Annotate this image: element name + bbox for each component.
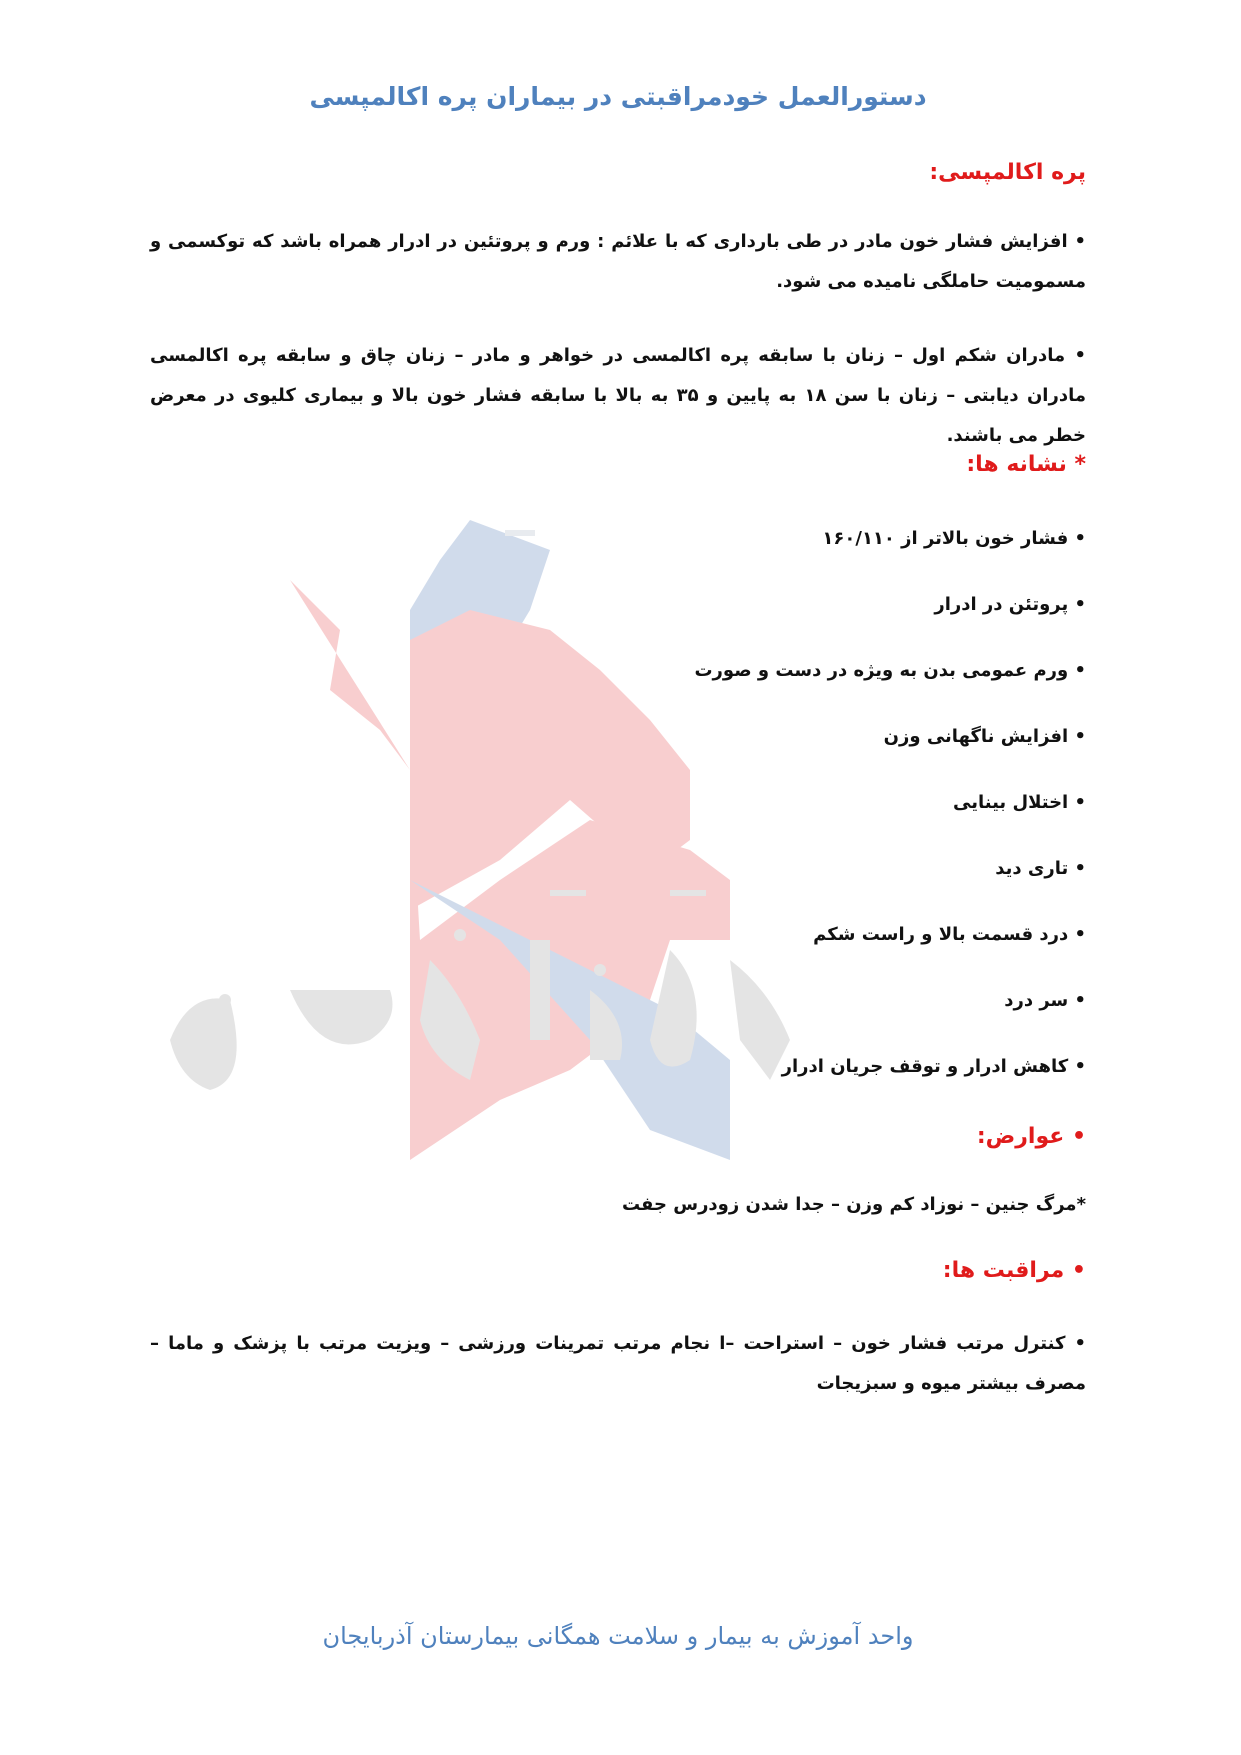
signs-heading: * نشانه ها: — [966, 452, 1086, 477]
sign-item: • فشار خون بالاتر از ۱۶۰/۱۱۰ — [822, 528, 1086, 549]
hospital-logo-watermark — [170, 520, 810, 1180]
complications-heading: • عوارض: — [976, 1124, 1086, 1149]
sign-item: • ورم عمومی بدن به ویژه در دست و صورت — [694, 660, 1086, 681]
care-heading: • مراقبت ها: — [942, 1258, 1086, 1283]
sign-item: • افزایش ناگهانی وزن — [883, 726, 1086, 747]
definition-paragraph-2: • مادران شکم اول – زنان با سابقه پره اکالمسی در خواهر و مادر – زنان چاق و سابقه پره اکالمسی مادران دیابتی – زنان با سن ۱۸ به پایین و ۳۵ به بالا با سابقه فشار خون بالا و بیماری کلیوی در معرض خطر می باشند. — [150, 345, 1086, 446]
care-text: • کنترل مرتب فشار خون – استراحت –ا نجام مرتب تمرینات ورزشی – ویزیت مرتب با پزشک و ماما – مصرف بیشتر میوه و سبزیجات — [150, 1333, 1086, 1394]
sign-item: • پروتئن در ادرار — [934, 594, 1086, 615]
sign-item: • سر درد — [1004, 990, 1086, 1011]
logo-mark-icon — [290, 520, 730, 1160]
definition-heading: پره اکالمپسی: — [929, 160, 1086, 185]
sign-item: • درد قسمت بالا و راست شکم — [813, 924, 1086, 945]
sign-item: • اختلال بینایی — [953, 792, 1086, 813]
complications-text: *مرگ جنین – نوزاد کم وزن – جدا شدن زودرس جفت — [621, 1194, 1086, 1215]
document-footer: واحد آموزش به بیمار و سلامت همگانی بیمارستان آذربایجان — [322, 1622, 914, 1650]
document-title: دستورالعمل خودمراقبتی در بیماران پره اکالمپسی — [309, 82, 927, 111]
sign-item: • کاهش ادرار و توقف جریان ادرار — [781, 1056, 1086, 1077]
definition-paragraph-1: • افزایش فشار خون مادر در طی بارداری که با علائم : ورم و پروتئین در ادرار همراه باشد که توکسمی و مسمومیت حاملگی نامیده می شود. — [150, 231, 1086, 292]
logo-script-watermark — [170, 890, 790, 1090]
sign-item: • تاری دید — [995, 858, 1086, 879]
